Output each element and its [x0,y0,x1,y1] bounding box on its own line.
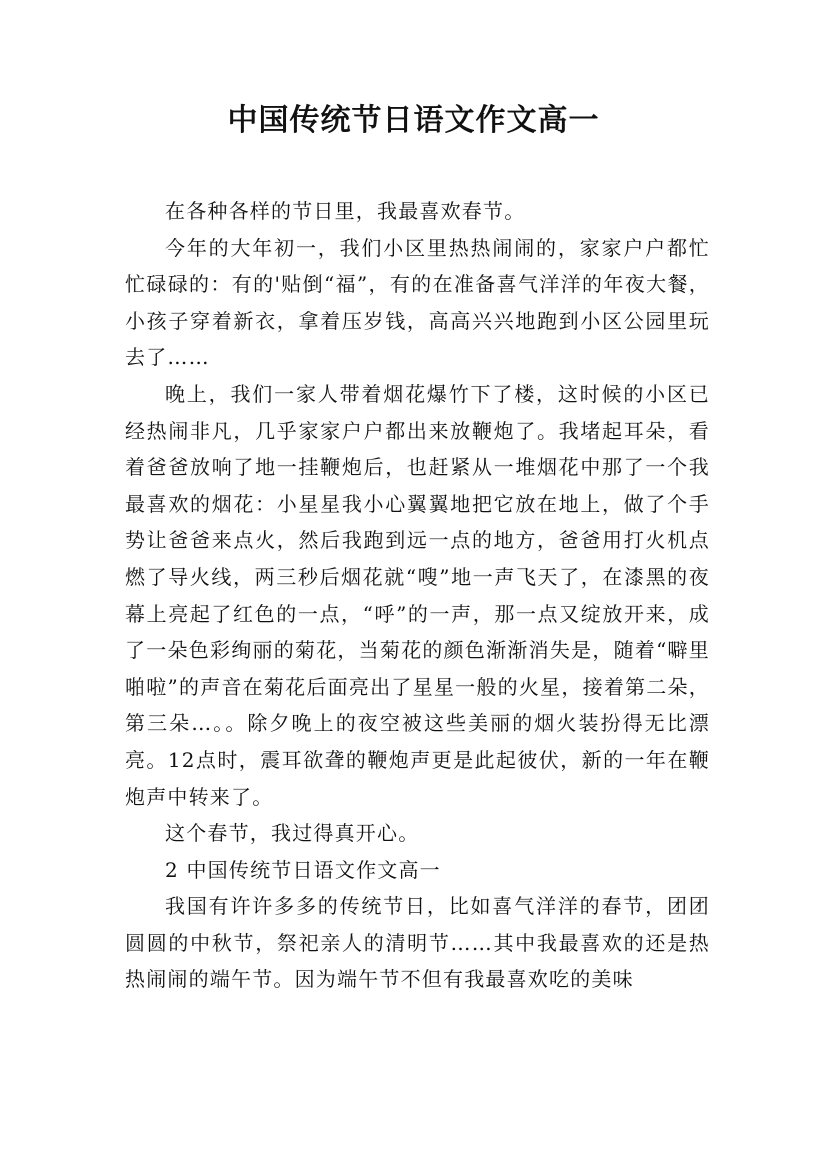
paragraph-2: 今年的大年初一，我们小区里热热闹闹的，家家户户都忙忙碌碌的：有的'贴倒“福”，有的在准备喜气洋洋的年夜大餐，小孩子穿着新衣，拿着压岁钱，高高兴兴地跑到小区公园里玩去了…… [125,235,710,370]
paragraph-5: 我国有许许多多的传统节日，比如喜气洋洋的春节，团团圆圆的中秋节，祭祀亲人的清明节……其中我最喜欢的还是热热闹闹的端午节。因为端午节不但有我最喜欢吃的美味 [125,894,710,992]
paragraph-3: 晚上，我们一家人带着烟花爆竹下了楼，这时候的小区已经热闹非凡，几乎家家户户都出来放鞭炮了。我堵起耳朵，看着爸爸放响了地一挂鞭炮后，也赶紧从一堆烟花中那了一个我最喜欢的烟花：小星星我小心翼翼地把它放在地上，做了个手势让爸爸来点火，然后我跑到远一点的地方，爸爸用打火机点燃了导火线，两三秒后烟花就“嗖”地一声飞天了，在漆黑的夜幕上亮起了红色的一点，“呼”的一声，那一点又绽放开来，成了一朵色彩绚丽的菊花，当菊花的颜色渐渐消失是，随着“噼里啪啦”的声音在菊花后面亮出了星星一般的火星，接着第二朵，第三朵…。。除夕晚上的夜空被这些美丽的烟火装扮得无比漂亮。12点时，震耳欲聋的鞭炮声更是此起彼伏，新的一年在鞭炮声中转来了。 [125,381,710,809]
document-body [125,193,710,998]
section-heading-2: 2 中国传统节日语文作文高一 [165,857,441,882]
page-title: 中国传统节日语文作文高一 [227,103,600,138]
paragraph-4: 这个春节，我过得真开心。 [165,821,420,846]
paragraph-1: 在各种各样的节日里，我最喜欢春节。 [165,199,526,223]
